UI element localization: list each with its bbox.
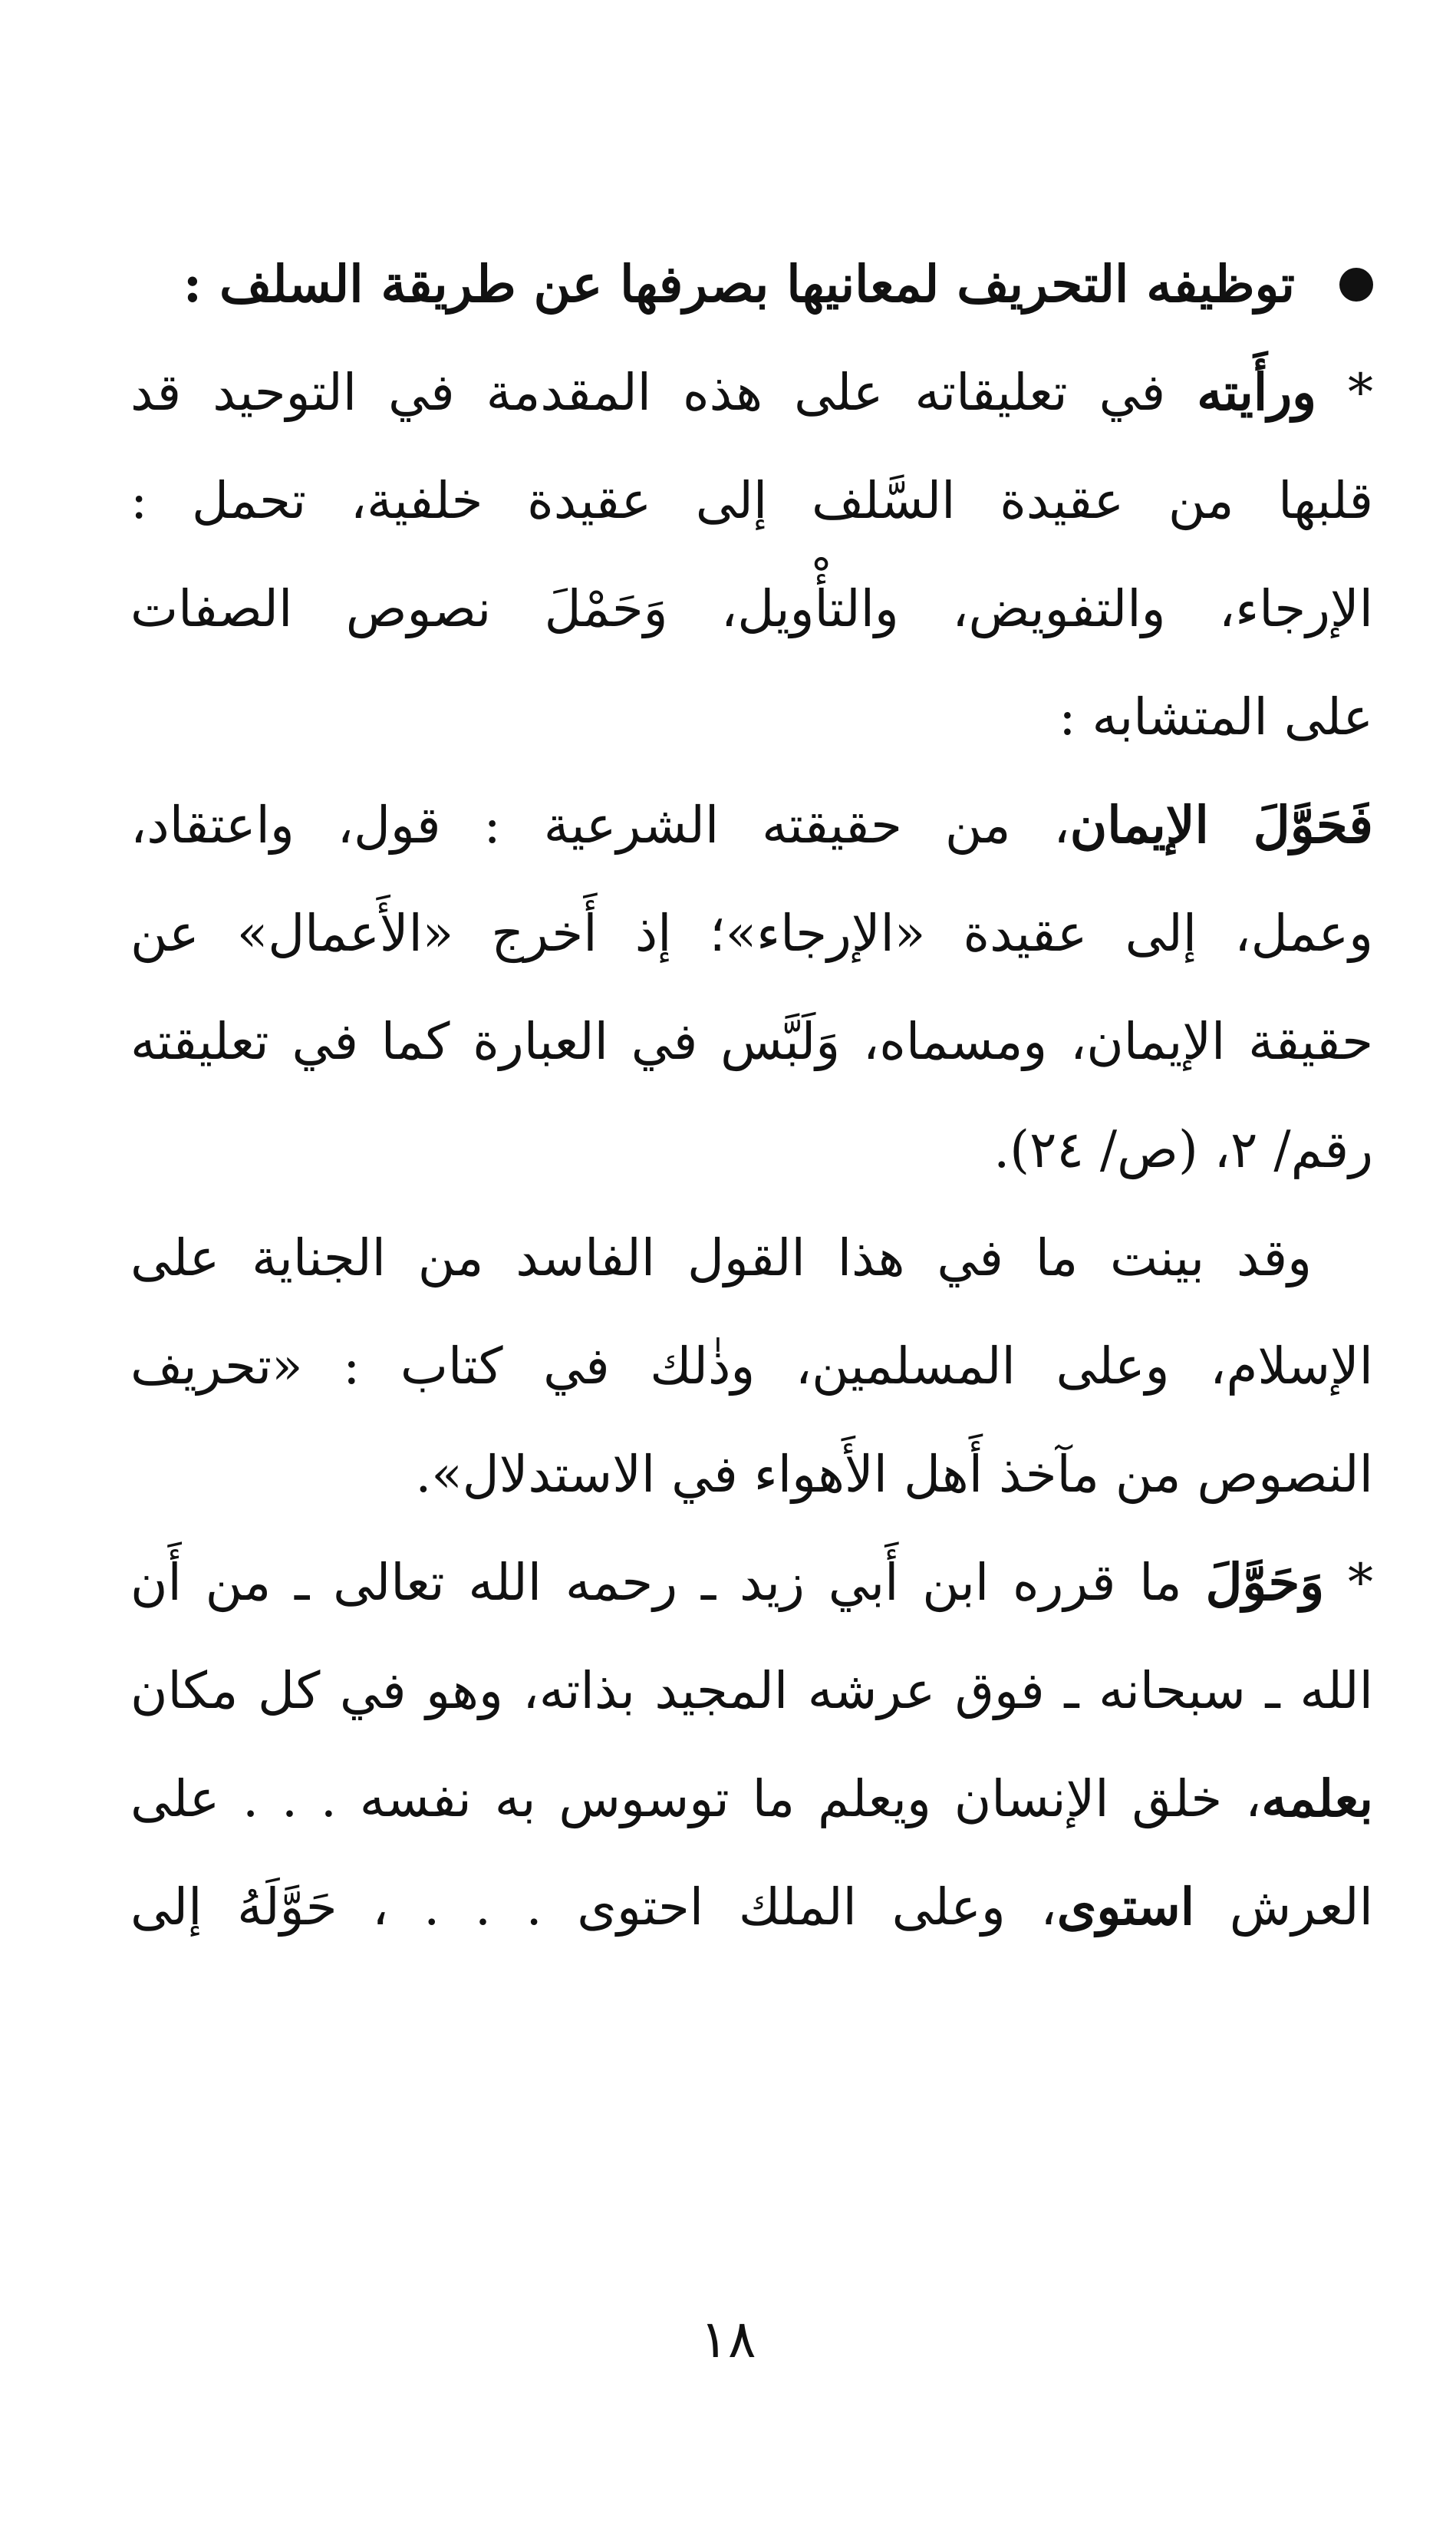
- paragraph-1-line-3: الإرجاء، والتفويض، والتأْويل، وَحَمْلَ نصوص الصفات: [130, 579, 1373, 638]
- asterisk-mark: *: [1316, 363, 1373, 422]
- section-heading: [130, 230, 1373, 338]
- paragraph-3-line-3: النصوص من مآخذ أَهل الأَهواء في الاستدلال».: [415, 1445, 1373, 1504]
- paragraph-4-line-3: [130, 1745, 1373, 1853]
- bold-word: بعلمه: [1261, 1769, 1373, 1828]
- paragraph-3-line-2: الإسلام، وعلى المسلمين، وذٰلك في كتاب : «تحريف: [130, 1337, 1373, 1396]
- paragraph-2-line-3: حقيقة الإيمان، ومسماه، وَلَبَّس في العبارة كما في تعليقته: [130, 1012, 1373, 1071]
- paragraph-2-line-2: وعمل، إلى عقيدة «الإرجاء»؛ إذ أَخرج «الأَعمال» عن: [130, 904, 1373, 963]
- paragraph-1-line-2: قلبها من عقيدة السَّلف إلى عقيدة خلفية، تحمل :: [130, 471, 1373, 530]
- line-text: ما قرره ابن أَبي زيد ـ رحمه الله تعالى ـ من أَن: [130, 1553, 1206, 1612]
- paragraph-3-line-1: وقد بينت ما في هذا القول الفاسد من الجناية على: [130, 1228, 1312, 1287]
- paragraph-1-line-4: على المتشابه :: [1059, 687, 1373, 747]
- line-text: ، خلق الإنسان ويعلم ما توسوس به نفسه . . . على: [130, 1769, 1262, 1828]
- lead-word: ورأَيته: [1197, 362, 1316, 422]
- paragraph-2-line-4: رقم/ ٢، (ص/ ٢٤).: [993, 1120, 1373, 1179]
- body-text: [130, 230, 1373, 1961]
- line-text: ، وعلى الملك احتوى . . . ، حَوَّلَهُ إلى: [130, 1878, 1057, 1937]
- line-text: العرش: [1194, 1878, 1373, 1937]
- bold-word: استوى: [1056, 1877, 1195, 1937]
- lead-word: فَحَوَّلَ الإيمان: [1069, 795, 1373, 855]
- bullet-icon: [1339, 268, 1373, 302]
- paragraph-4-line-4: [130, 1853, 1373, 1961]
- paragraph-4-line-1: [130, 1528, 1373, 1637]
- lead-word: وَحَوَّلَ: [1205, 1552, 1325, 1612]
- line-text: ، من حقيقته الشرعية : قول، واعتقاد،: [130, 796, 1070, 855]
- paragraph-4-line-2: الله ـ سبحانه ـ فوق عرشه المجيد بذاته، وهو في كل مكان: [130, 1661, 1373, 1720]
- paragraph-1-line-1: [130, 338, 1373, 447]
- line-text: في تعليقاته على هذه المقدمة في التوحيد قد: [130, 363, 1197, 422]
- section-heading-text: توظيفه التحريف لمعانيها بصرفها عن طريقة السلف :: [183, 254, 1295, 314]
- page-number: ١٨: [700, 2309, 756, 2370]
- paragraph-2-line-1: [130, 771, 1373, 879]
- asterisk-mark: *: [1324, 1553, 1373, 1612]
